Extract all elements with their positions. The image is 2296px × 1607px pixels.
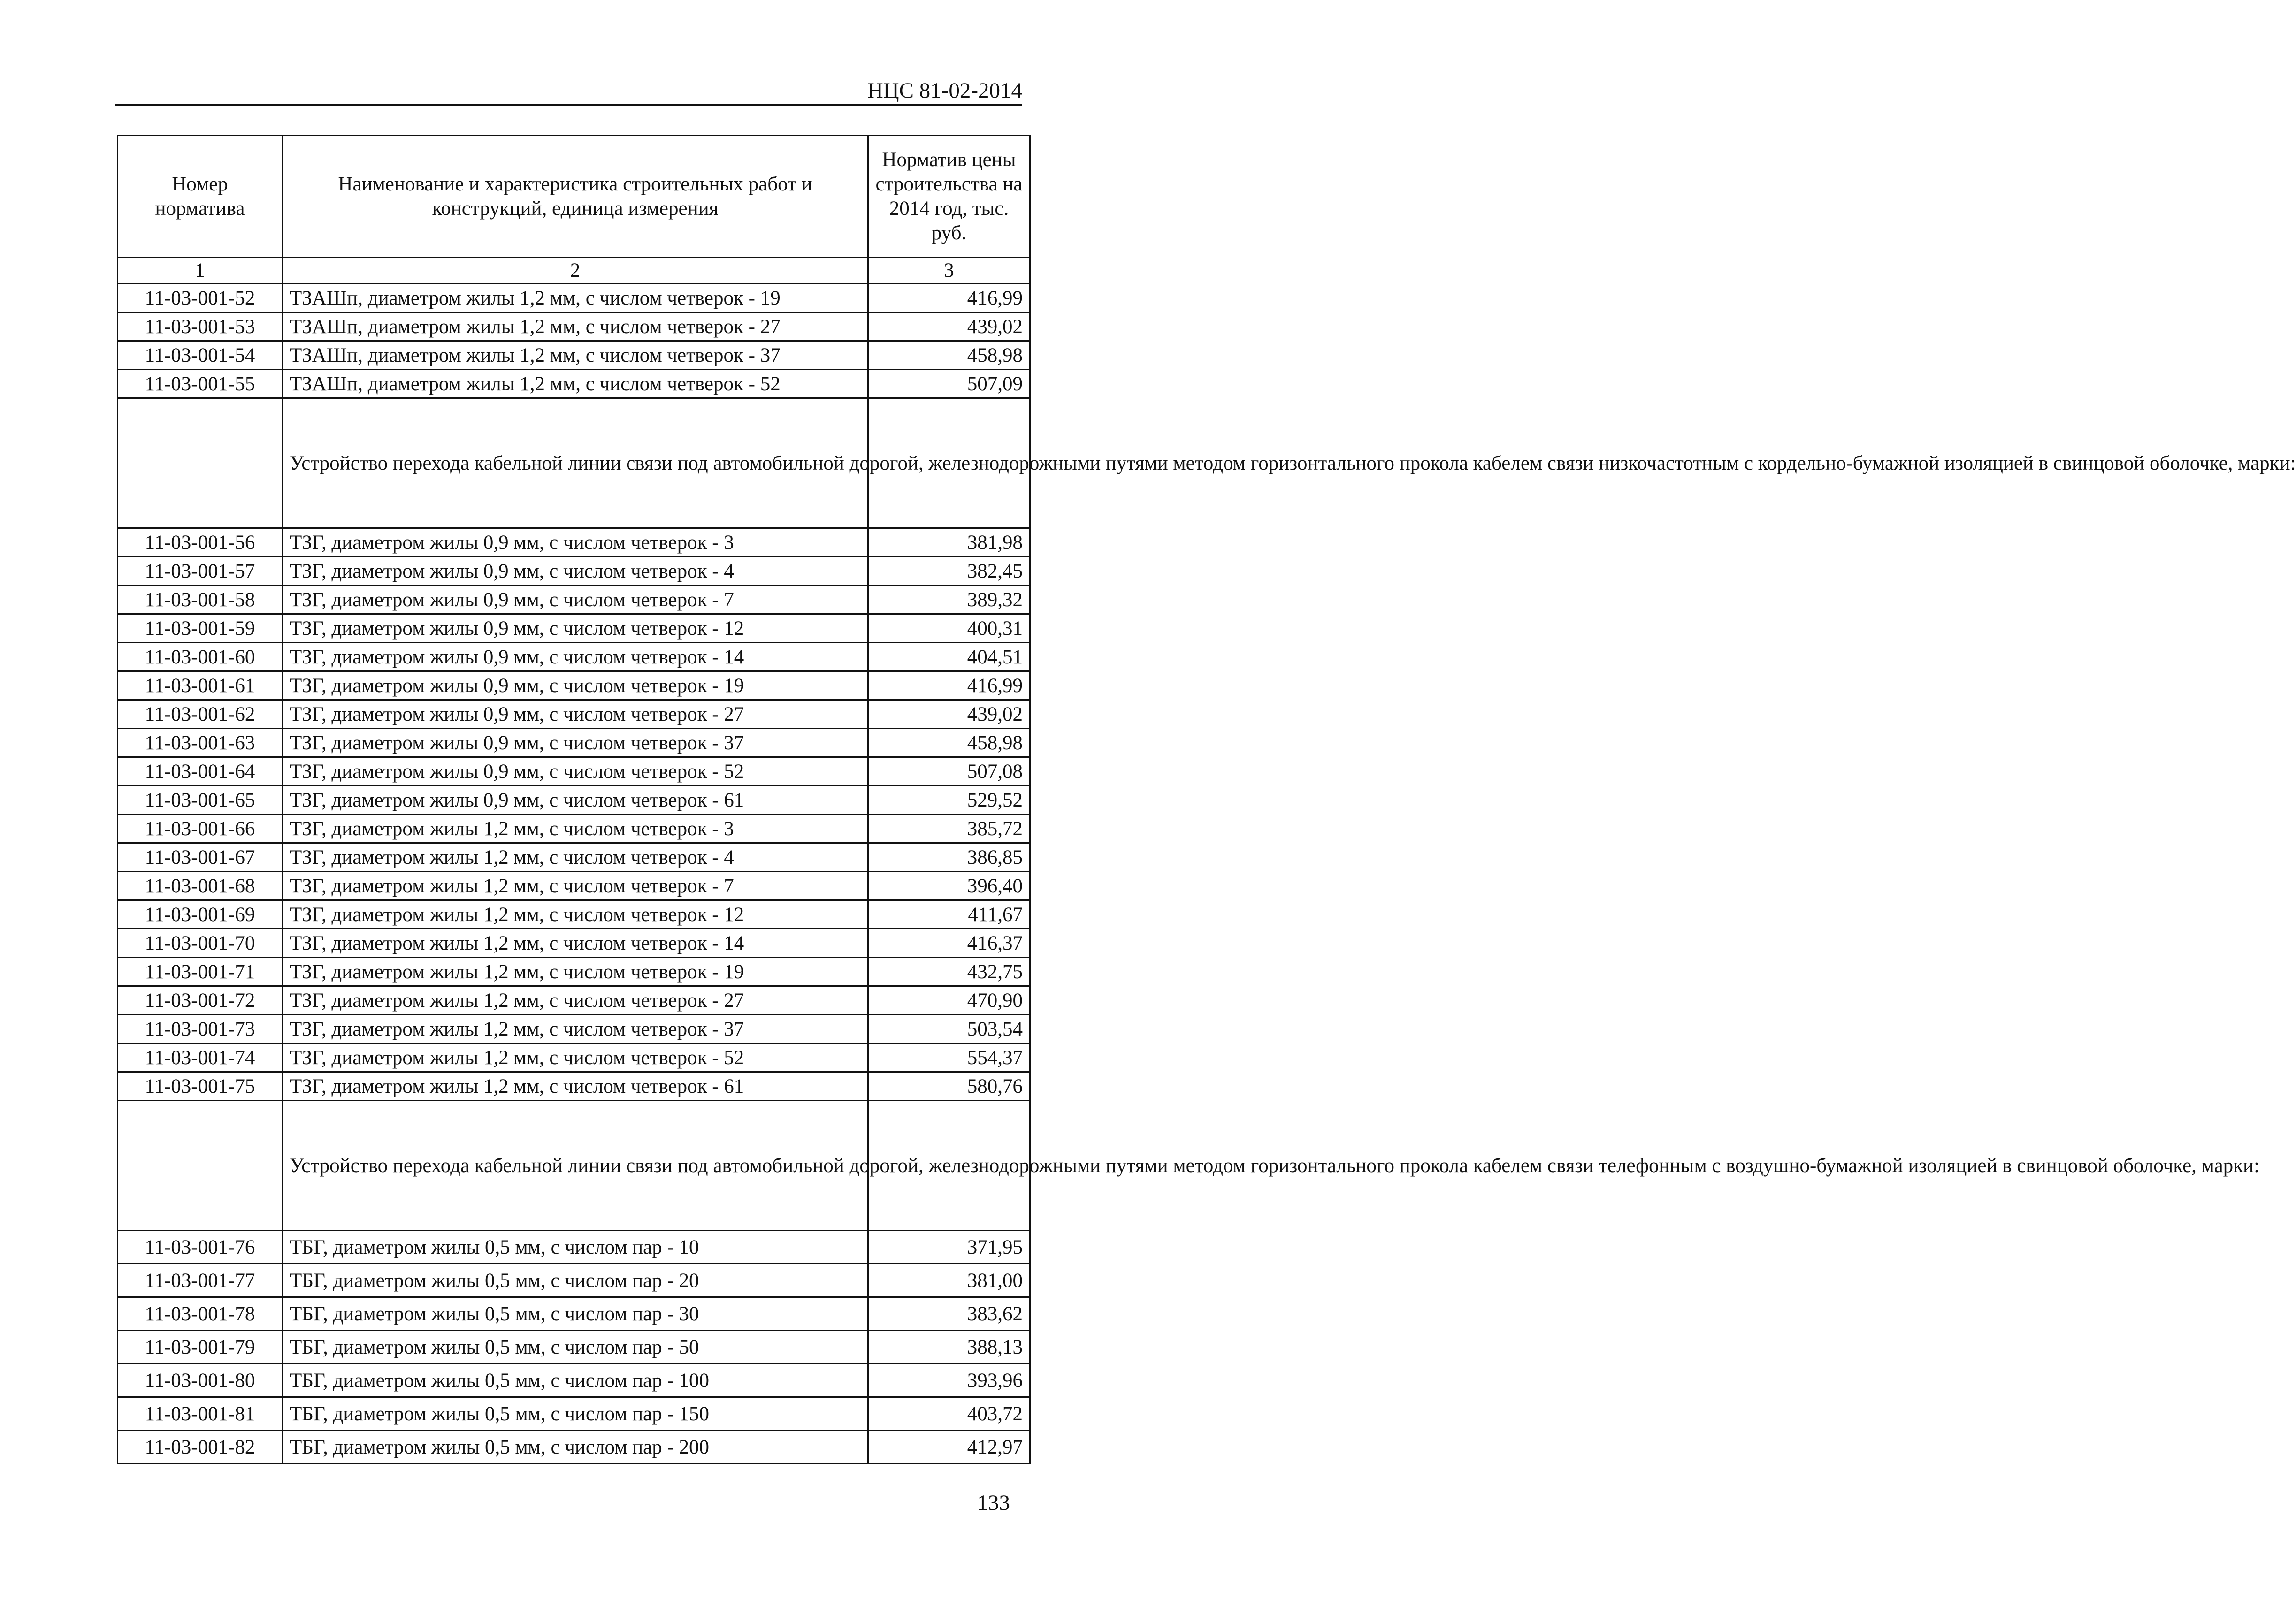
- work-name: ТЗГ, диаметром жилы 1,2 мм, с числом четверок - 37: [283, 1015, 868, 1043]
- table-row: [118, 843, 1030, 872]
- norm-code: 11-03-001-65: [118, 786, 283, 815]
- norm-code: 11-03-001-55: [118, 370, 283, 398]
- table-row: [118, 586, 1030, 614]
- price-value: 507,09: [868, 370, 1030, 398]
- price-value: 383,62: [868, 1297, 1030, 1331]
- norm-code: 11-03-001-78: [118, 1297, 283, 1331]
- section-row: [118, 398, 1030, 528]
- table-row: [118, 614, 1030, 643]
- norm-code: 11-03-001-74: [118, 1043, 283, 1072]
- table-row: [118, 1397, 1030, 1431]
- rows-group-a: [118, 284, 1030, 398]
- price-value: 388,13: [868, 1331, 1030, 1364]
- norm-code: 11-03-001-67: [118, 843, 283, 872]
- empty-cell: [118, 398, 283, 528]
- norm-code: 11-03-001-69: [118, 900, 283, 929]
- norm-code: 11-03-001-62: [118, 700, 283, 729]
- norms-table: [117, 135, 2296, 1464]
- price-value: 389,32: [868, 586, 1030, 614]
- price-value: 381,00: [868, 1264, 1030, 1297]
- work-name: ТЗАШп, диаметром жилы 1,2 мм, с числом четверок - 27: [283, 312, 868, 341]
- price-value: 432,75: [868, 958, 1030, 986]
- work-name: ТЗГ, диаметром жилы 1,2 мм, с числом четверок - 61: [283, 1072, 868, 1101]
- price-value: 396,40: [868, 872, 1030, 900]
- rows-group-b: [118, 528, 1030, 1101]
- section-2: [118, 1101, 2260, 1231]
- table-row: [118, 958, 1030, 986]
- column-number: 1: [118, 258, 283, 284]
- norm-code: 11-03-001-66: [118, 815, 283, 843]
- section-1: [118, 398, 2296, 528]
- price-value: 416,99: [868, 284, 1030, 312]
- section-title: Устройство перехода кабельной линии связи под автомобильной дорогой, железнодорожными путями методом горизонтального прокола кабелем связи низкочастотным с кордельно-бумажной изоляцией в свинцовой оболочке, марки:: [283, 398, 868, 528]
- price-value: 580,76: [868, 1072, 1030, 1101]
- work-name: ТЗГ, диаметром жилы 1,2 мм, с числом четверок - 14: [283, 929, 868, 958]
- norm-code: 11-03-001-63: [118, 729, 283, 757]
- price-value: 385,72: [868, 815, 1030, 843]
- price-value: 416,99: [868, 671, 1030, 700]
- rows-group-c: [118, 1231, 1030, 1464]
- table-row: [118, 700, 1030, 729]
- work-name: ТБГ, диаметром жилы 0,5 мм, с числом пар - 10: [283, 1231, 868, 1264]
- table-row: [118, 1015, 1030, 1043]
- work-name: ТЗГ, диаметром жилы 0,9 мм, с числом четверок - 14: [283, 643, 868, 671]
- header-work-name: Наименование и характеристика строительных работ и конструкций, единица измерения: [283, 136, 868, 258]
- table-row: [118, 528, 1030, 557]
- page-number: 133: [977, 1491, 1010, 1515]
- table-row: [118, 815, 1030, 843]
- price-value: 403,72: [868, 1397, 1030, 1431]
- price-value: 400,31: [868, 614, 1030, 643]
- column-number: 2: [283, 258, 868, 284]
- work-name: ТБГ, диаметром жилы 0,5 мм, с числом пар - 100: [283, 1364, 868, 1397]
- norm-code: 11-03-001-61: [118, 671, 283, 700]
- price-value: 529,52: [868, 786, 1030, 815]
- work-name: ТЗГ, диаметром жилы 1,2 мм, с числом четверок - 4: [283, 843, 868, 872]
- table-row: [118, 1072, 1030, 1101]
- table-row: [118, 1364, 1030, 1397]
- norm-code: 11-03-001-53: [118, 312, 283, 341]
- norm-code: 11-03-001-52: [118, 284, 283, 312]
- work-name: ТЗГ, диаметром жилы 0,9 мм, с числом четверок - 27: [283, 700, 868, 729]
- price-value: 386,85: [868, 843, 1030, 872]
- table-row: [118, 284, 1030, 312]
- price-value: 382,45: [868, 557, 1030, 586]
- norm-code: 11-03-001-56: [118, 528, 283, 557]
- norm-code: 11-03-001-54: [118, 341, 283, 370]
- work-name: ТЗАШп, диаметром жилы 1,2 мм, с числом четверок - 52: [283, 370, 868, 398]
- table-row: [118, 1331, 1030, 1364]
- document-code: НЦС 81-02-2014: [867, 78, 1022, 103]
- norm-code: 11-03-001-71: [118, 958, 283, 986]
- norm-code: 11-03-001-81: [118, 1397, 283, 1431]
- work-name: ТЗГ, диаметром жилы 1,2 мм, с числом четверок - 19: [283, 958, 868, 986]
- work-name: ТЗГ, диаметром жилы 0,9 мм, с числом четверок - 4: [283, 557, 868, 586]
- table-header-row: [118, 136, 1030, 258]
- price-value: 458,98: [868, 341, 1030, 370]
- table-row: [118, 557, 1030, 586]
- section-title: Устройство перехода кабельной линии связи под автомобильной дорогой, железнодорожными путями методом горизонтального прокола кабелем связи телефонным с воздушно-бумажной изоляцией в свинцовой оболочке, марки:: [283, 1101, 868, 1231]
- work-name: ТЗГ, диаметром жилы 1,2 мм, с числом четверок - 27: [283, 986, 868, 1015]
- price-value: 439,02: [868, 700, 1030, 729]
- work-name: ТЗГ, диаметром жилы 1,2 мм, с числом четверок - 7: [283, 872, 868, 900]
- table-row: [118, 1264, 1030, 1297]
- table-row: [118, 643, 1030, 671]
- table-row: [118, 1297, 1030, 1331]
- norm-code: 11-03-001-57: [118, 557, 283, 586]
- work-name: ТЗГ, диаметром жилы 0,9 мм, с числом четверок - 12: [283, 614, 868, 643]
- norm-code: 11-03-001-76: [118, 1231, 283, 1264]
- table-row: [118, 757, 1030, 786]
- work-name: ТЗАШп, диаметром жилы 1,2 мм, с числом четверок - 19: [283, 284, 868, 312]
- work-name: ТБГ, диаметром жилы 0,5 мм, с числом пар - 30: [283, 1297, 868, 1331]
- norm-code: 11-03-001-59: [118, 614, 283, 643]
- work-name: ТЗГ, диаметром жилы 0,9 мм, с числом четверок - 19: [283, 671, 868, 700]
- table-row: [118, 312, 1030, 341]
- price-value: 404,51: [868, 643, 1030, 671]
- norm-code: 11-03-001-80: [118, 1364, 283, 1397]
- norm-code: 11-03-001-73: [118, 1015, 283, 1043]
- table-row: [118, 671, 1030, 700]
- work-name: ТБГ, диаметром жилы 0,5 мм, с числом пар - 200: [283, 1431, 868, 1464]
- price-value: 412,97: [868, 1431, 1030, 1464]
- work-name: ТЗАШп, диаметром жилы 1,2 мм, с числом четверок - 37: [283, 341, 868, 370]
- price-value: 439,02: [868, 312, 1030, 341]
- work-name: ТЗГ, диаметром жилы 0,9 мм, с числом четверок - 52: [283, 757, 868, 786]
- norm-code: 11-03-001-64: [118, 757, 283, 786]
- table-row: [118, 900, 1030, 929]
- price-value: 507,08: [868, 757, 1030, 786]
- price-value: 416,37: [868, 929, 1030, 958]
- column-number: 3: [868, 258, 1030, 284]
- table-row: [118, 370, 1030, 398]
- table-row: [118, 341, 1030, 370]
- table-row: [118, 872, 1030, 900]
- work-name: ТБГ, диаметром жилы 0,5 мм, с числом пар - 20: [283, 1264, 868, 1297]
- price-value: 393,96: [868, 1364, 1030, 1397]
- header-price: Норматив цены строительства на 2014 год, тыс. руб.: [868, 136, 1030, 258]
- price-value: 470,90: [868, 986, 1030, 1015]
- table-row: [118, 1431, 1030, 1464]
- table-row: [118, 929, 1030, 958]
- work-name: ТБГ, диаметром жилы 0,5 мм, с числом пар - 150: [283, 1397, 868, 1431]
- norm-code: 11-03-001-60: [118, 643, 283, 671]
- norm-code: 11-03-001-58: [118, 586, 283, 614]
- header-norm-number: Номер норматива: [118, 136, 283, 258]
- price-value: 381,98: [868, 528, 1030, 557]
- table-row: [118, 729, 1030, 757]
- price-value: 503,54: [868, 1015, 1030, 1043]
- norm-code: 11-03-001-77: [118, 1264, 283, 1297]
- column-numbers-row: [118, 258, 1030, 284]
- price-value: 371,95: [868, 1231, 1030, 1264]
- table-row: [118, 1231, 1030, 1264]
- work-name: ТЗГ, диаметром жилы 0,9 мм, с числом четверок - 37: [283, 729, 868, 757]
- norm-code: 11-03-001-68: [118, 872, 283, 900]
- work-name: ТЗГ, диаметром жилы 0,9 мм, с числом четверок - 7: [283, 586, 868, 614]
- norm-code: 11-03-001-79: [118, 1331, 283, 1364]
- section-row: [118, 1101, 1030, 1231]
- price-value: 458,98: [868, 729, 1030, 757]
- work-name: ТЗГ, диаметром жилы 1,2 мм, с числом четверок - 52: [283, 1043, 868, 1072]
- work-name: ТБГ, диаметром жилы 0,5 мм, с числом пар - 50: [283, 1331, 868, 1364]
- price-value: 411,67: [868, 900, 1030, 929]
- work-name: ТЗГ, диаметром жилы 0,9 мм, с числом четверок - 3: [283, 528, 868, 557]
- norm-code: 11-03-001-82: [118, 1431, 283, 1464]
- norm-code: 11-03-001-72: [118, 986, 283, 1015]
- price-value: 554,37: [868, 1043, 1030, 1072]
- work-name: ТЗГ, диаметром жилы 0,9 мм, с числом четверок - 61: [283, 786, 868, 815]
- table-row: [118, 786, 1030, 815]
- empty-cell: [118, 1101, 283, 1231]
- table-row: [118, 986, 1030, 1015]
- norm-code: 11-03-001-75: [118, 1072, 283, 1101]
- work-name: ТЗГ, диаметром жилы 1,2 мм, с числом четверок - 3: [283, 815, 868, 843]
- table-row: [118, 1043, 1030, 1072]
- norm-code: 11-03-001-70: [118, 929, 283, 958]
- work-name: ТЗГ, диаметром жилы 1,2 мм, с числом четверок - 12: [283, 900, 868, 929]
- header-rule: [115, 104, 1022, 106]
